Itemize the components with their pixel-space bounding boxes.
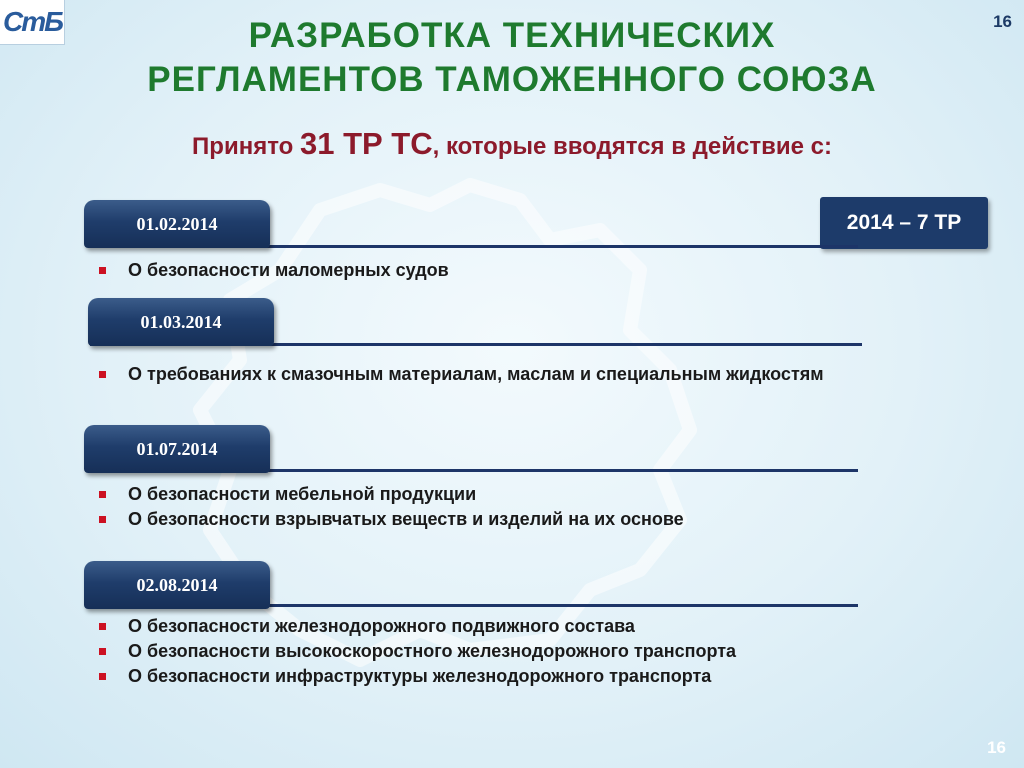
page-number-bottom: 16 xyxy=(987,738,1006,757)
item-list xyxy=(98,482,878,532)
logo-text: СтБ xyxy=(3,6,62,37)
list-item: О безопасности мебельной продукции xyxy=(98,482,878,507)
page-title xyxy=(0,14,1024,102)
list-item: О безопасности взрывчатых веществ и изделий на их основе xyxy=(98,507,878,532)
subtitle-prefix: Принято xyxy=(192,133,300,160)
subtitle xyxy=(0,126,1024,162)
item-list xyxy=(98,614,898,689)
subtitle-suffix: , которые вводятся в действие с: xyxy=(432,133,832,160)
date-tab: 01.02.2014 xyxy=(84,200,270,248)
list-item: О безопасности маломерных судов xyxy=(98,258,848,283)
item-list xyxy=(98,258,848,283)
summary-badge: 2014 – 7 ТР xyxy=(820,197,988,249)
title-line-1: РАЗРАБОТКА ТЕХНИЧЕСКИХ xyxy=(248,16,776,55)
date-tab: 02.08.2014 xyxy=(84,561,270,609)
date-tab: 01.07.2014 xyxy=(84,425,270,473)
list-item: О безопасности железнодорожного подвижного состава xyxy=(98,614,898,639)
page-number-top: 16 xyxy=(993,12,1012,31)
title-line-2: РЕГЛАМЕНТОВ ТАМОЖЕННОГО СОЮЗА xyxy=(147,60,877,99)
list-item: О безопасности инфраструктуры железнодорожного транспорта xyxy=(98,664,898,689)
list-item: О безопасности высокоскоростного железнодорожного транспорта xyxy=(98,639,898,664)
list-item: О требованиях к смазочным материалам, маслам и специальным жидкостям xyxy=(98,362,878,387)
date-tab: 01.03.2014 xyxy=(88,298,274,346)
subtitle-count: 31 ТР ТС xyxy=(299,126,433,161)
item-list xyxy=(98,362,878,387)
